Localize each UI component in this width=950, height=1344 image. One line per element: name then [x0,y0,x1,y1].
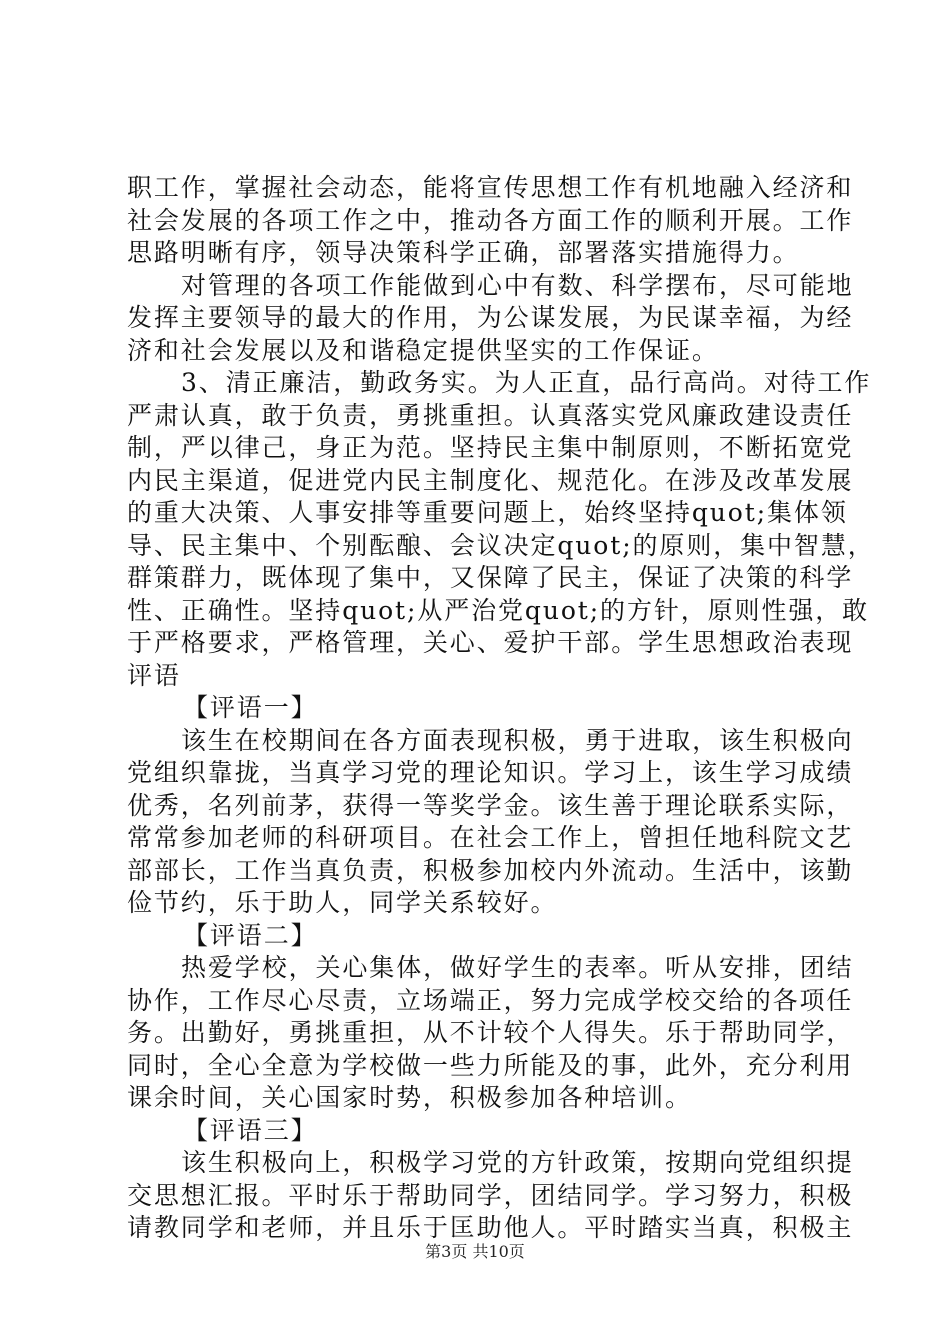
text-line: 同时，全心全意为学校做一些力所能及的事，此外，充分利用 [127,1050,854,1080]
text-line: 思路明晰有序，领导决策科学正确，部署落实措施得力。 [127,238,800,267]
page-number-footer: 第3页 共10页 [425,1242,525,1261]
text-line: 发挥主要领导的最大的作用，为公谋发展，为民谋幸福，为经 [127,303,854,332]
document-body [127,172,875,1245]
text-line: 严肃认真，敢于负责，勇挑重担。认真落实党风廉政建设责任 [127,400,854,430]
text-line: 制，严以律己，身正为范。坚持民主集中制原则，不断拓宽党 [127,433,854,462]
text-line: 对管理的各项工作能做到心中有数、科学摆布，尽可能地 [181,270,854,300]
section-heading: 【评语一】 [183,693,318,722]
text-line: 济和社会发展以及和谐稳定提供坚实的工作保证。 [127,335,719,365]
text-line: 热爱学校，关心集体，做好学生的表率。听从安排，团结 [181,953,854,982]
text-line: 请教同学和老师，并且乐于匡助他人。平时踏实当真，积极主 [127,1213,854,1242]
text-line: 社会发展的各项工作之中，推动各方面工作的顺利开展。工作 [127,205,854,235]
text-line: 导、民主集中、个别酝酿、会议决定quot;的原则，集中智慧， [127,530,875,560]
text-line: 交思想汇报。平时乐于帮助同学，团结同学。学习努力，积极 [127,1180,854,1210]
text-line: 3、清正廉洁，勤政务实。为人正直，品行高尚。对待工作 [181,368,872,397]
text-line: 的重大决策、人事安排等重要问题上，始终坚持quot;集体领 [127,498,848,527]
text-line: 协作，工作尽心尽责，立场端正，努力完成学校交给的各项任 [127,985,854,1015]
text-line: 课余时间，关心国家时势，积极参加各种培训。 [127,1083,692,1112]
text-line: 内民主渠道，促进党内民主制度化、规范化。在涉及改革发展 [127,465,854,495]
text-line: 该生在校期间在各方面表现积极，勇于进取，该生积极向 [181,725,854,755]
text-line: 优秀，名列前茅，获得一等奖学金。该生善于理论联系实际， [127,790,854,820]
text-line: 职工作，掌握社会动态，能将宣传思想工作有机地融入经济和 [127,173,854,202]
text-line: 该生积极向上，积极学习党的方针政策，按期向党组织提 [181,1148,854,1177]
text-line: 于严格要求，严格管理，关心、爱护干部。学生思想政治表现 [127,628,854,657]
text-line: 俭节约，乐于助人，同学关系较好。 [127,888,558,917]
section-heading: 【评语二】 [183,920,318,950]
text-line: 党组织靠拢，当真学习党的理论知识。学习上，该生学习成绩 [127,758,854,787]
section-heading: 【评语三】 [183,1115,318,1145]
text-line: 群策群力，既体现了集中，又保障了民主，保证了决策的科学 [127,563,854,592]
text-line: 部部长，工作当真负责，积极参加校内外流动。生活中，该勤 [127,855,854,885]
text-line: 务。出勤好，勇挑重担，从不计较个人得失。乐于帮助同学， [127,1018,854,1047]
text-line: 评语 [127,660,181,690]
text-line: 性、正确性。坚持quot;从严治党quot;的方针，原则性强，敢 [127,595,870,625]
text-line: 常常参加老师的科研项目。在社会工作上，曾担任地科院文艺 [127,823,854,852]
